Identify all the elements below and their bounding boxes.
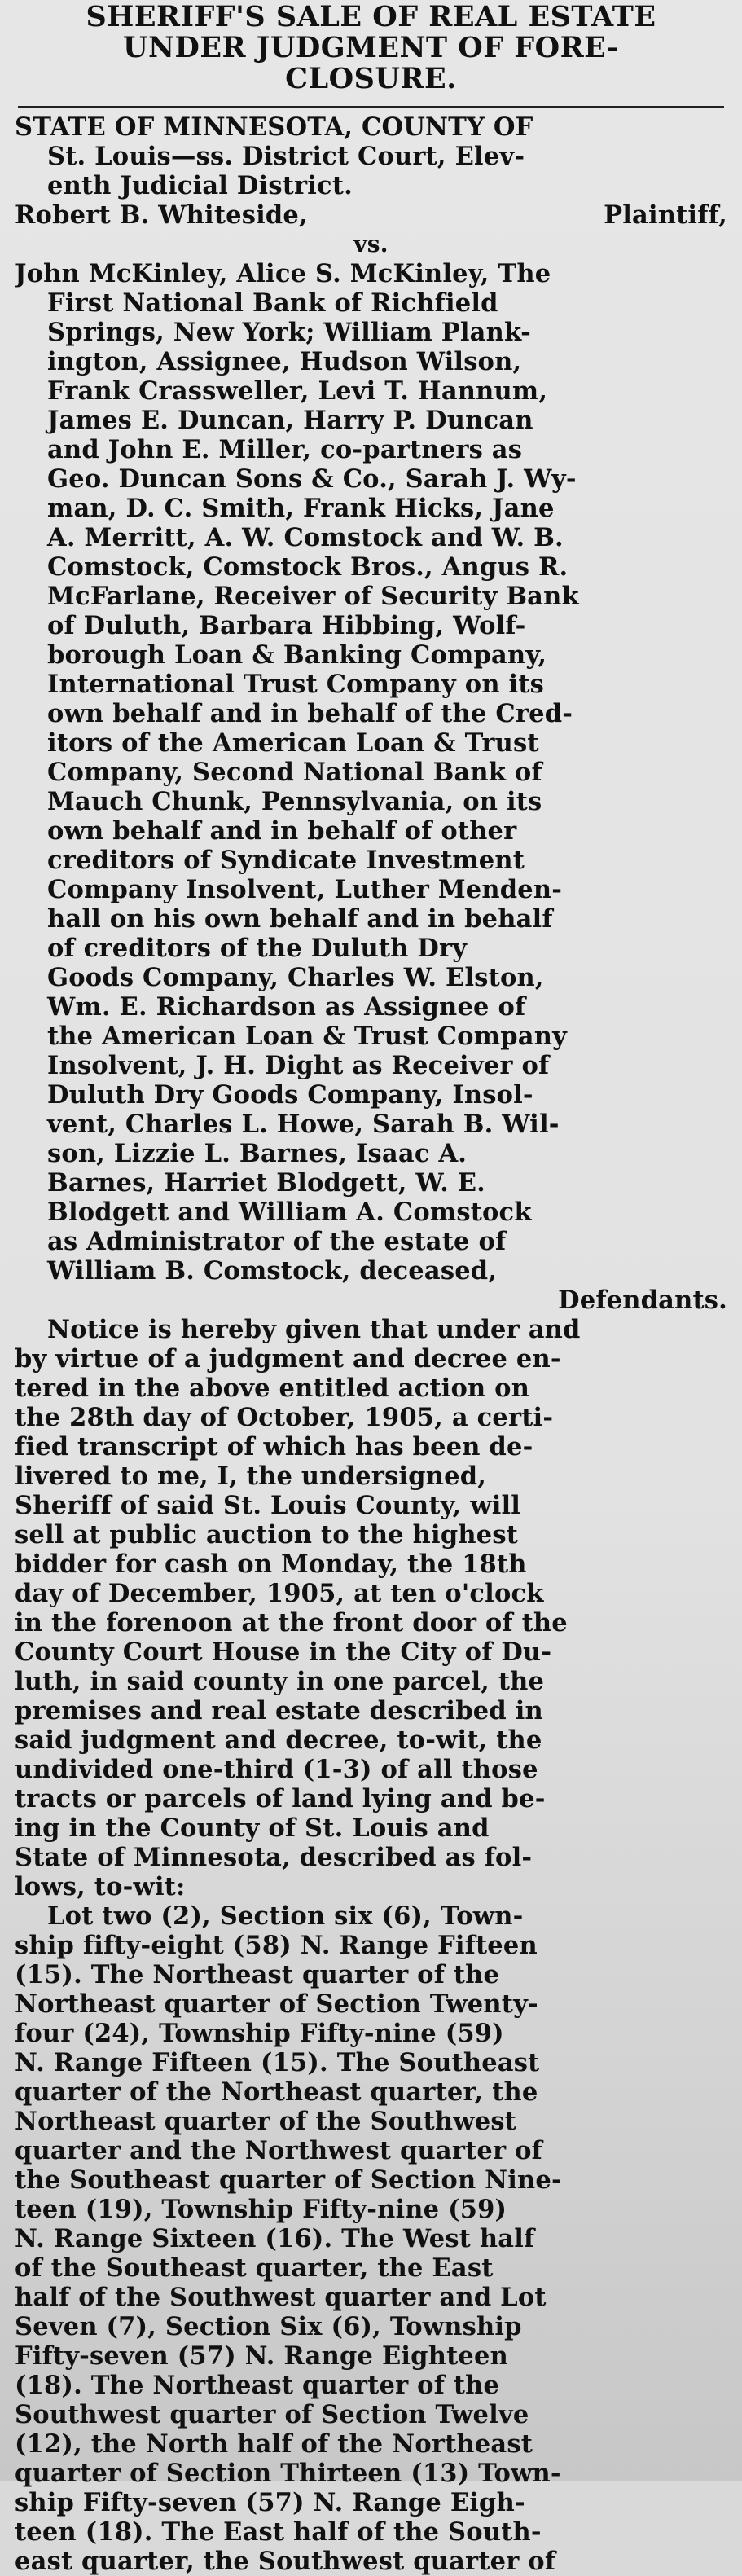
defendant-line: ington, Assignee, Hudson Wilson, <box>47 347 522 376</box>
defendant-line: Company Insolvent, Luther Menden- <box>47 875 563 904</box>
defendant-line: Springs, New York; William Plank- <box>47 318 531 347</box>
notice-line: Sheriff of said St. Louis County, will <box>15 1491 521 1520</box>
defendant-line: man, D. C. Smith, Frank Hicks, Jane <box>47 494 555 523</box>
heading-line-3: CLOSURE. <box>285 64 457 95</box>
notice-line: sell at public auction to the highest <box>15 1520 519 1550</box>
court-line-2: St. Louis—ss. District Court, Elev- <box>47 142 525 171</box>
defendant-line: Comstock, Comstock Bros., Angus R. <box>47 552 569 582</box>
lot-line: Northeast quarter of Section Twenty- <box>15 1989 538 2019</box>
notice-paragraph <box>15 1315 727 1901</box>
plaintiff-name: Robert B. Whiteside, <box>15 200 308 230</box>
defendant-line: own behalf and in behalf of the Cred- <box>47 699 573 728</box>
defendant-line: Duluth Dry Goods Company, Insol- <box>47 1080 533 1110</box>
lot-line: quarter of the Northeast quarter, the <box>15 2077 538 2107</box>
heading-line-1: SHERIFF'S SALE OF REAL ESTATE <box>86 2 656 33</box>
notice-line: ing in the County of St. Louis and <box>15 1813 490 1843</box>
defendant-line: A. Merritt, A. W. Comstock and W. B. <box>47 523 564 552</box>
notice-line: bidder for cash on Monday, the 18th <box>15 1550 527 1579</box>
court-line-3: enth Judicial District. <box>47 171 353 200</box>
notice-line: lows, to-wit: <box>15 1872 186 1901</box>
plaintiff-line <box>15 200 727 230</box>
defendant-line: and John E. Miller, co-partners as <box>47 435 523 464</box>
versus-label: vs. <box>353 231 389 257</box>
heading-line-2: UNDER JUDGMENT OF FORE- <box>122 33 620 64</box>
defendant-line: as Administrator of the estate of <box>47 1227 507 1256</box>
defendant-line: John McKinley, Alice S. McKinley, The <box>15 259 551 288</box>
defendant-line: Goods Company, Charles W. Elston, <box>47 963 544 992</box>
notice-line: premises and real estate described in <box>15 1696 543 1725</box>
lot-line: (18). The Northeast quarter of the <box>15 2371 500 2400</box>
defendant-line: First National Bank of Richfield <box>47 288 498 318</box>
heading-divider <box>18 106 724 108</box>
lot-line: Northeast quarter of the Southwest <box>15 2107 517 2136</box>
defendant-line: borough Loan & Banking Company, <box>47 640 547 670</box>
defendant-line: vent, Charles L. Howe, Sarah B. Wil- <box>47 1110 560 1139</box>
notice-line: livered to me, I, the undersigned, <box>15 1462 487 1491</box>
defendant-line: itors of the American Loan & Trust <box>47 728 539 758</box>
defendant-line: William B. Comstock, deceased, <box>47 1256 498 1286</box>
lot-line: quarter of Section Thirteen (13) Town- <box>15 2459 561 2488</box>
defendant-list <box>15 259 727 1286</box>
notice-line: Notice is hereby given that under and <box>47 1315 581 1344</box>
notice-line: the 28th day of October, 1905, a certi- <box>15 1403 554 1432</box>
notice-line: day of December, 1905, at ten o'clock <box>15 1579 544 1608</box>
lot-line: ship Fifty-seven (57) N. Range Eigh- <box>15 2488 525 2517</box>
notice-body <box>15 112 727 2576</box>
defendant-line: Blodgett and William A. Comstock <box>47 1198 532 1227</box>
defendant-line: creditors of Syndicate Investment <box>47 846 525 875</box>
defendant-line: Mauch Chunk, Pennsylvania, on its <box>47 787 542 816</box>
defendant-line: Company, Second National Bank of <box>47 758 542 787</box>
defendant-line: Barnes, Harriet Blodgett, W. E. <box>47 1168 485 1198</box>
defendant-line: Geo. Duncan Sons & Co., Sarah J. Wy- <box>47 464 577 494</box>
notice-line: State of Minnesota, described as fol- <box>15 1843 533 1872</box>
notice-heading <box>15 0 727 95</box>
defendant-line: Frank Crassweller, Levi T. Hannum, <box>47 376 548 406</box>
defendant-line: Wm. E. Richardson as Assignee of <box>47 992 526 1022</box>
lot-description-paragraph <box>15 1901 727 2576</box>
lot-line: (15). The Northeast quarter of the <box>15 1960 500 1989</box>
notice-line: fied transcript of which has been de- <box>15 1432 533 1462</box>
lot-line: (12), the North half of the Northeast <box>15 2429 533 2459</box>
notice-line: County Court House in the City of Du- <box>15 1637 552 1667</box>
defendant-line: son, Lizzie L. Barnes, Isaac A. <box>47 1139 468 1168</box>
plaintiff-role: Plaintiff, <box>604 200 727 230</box>
lot-line: Southwest quarter of Section Twelve <box>15 2400 529 2429</box>
notice-line: by virtue of a judgment and decree en- <box>15 1344 561 1374</box>
lot-line: quarter and the Northwest quarter of <box>15 2136 542 2165</box>
notice-line: tered in the above entitled action on <box>15 1374 530 1403</box>
defendant-line: of Duluth, Barbara Hibbing, Wolf- <box>47 611 526 640</box>
defendant-line: Insolvent, J. H. Dight as Receiver of <box>47 1051 550 1080</box>
defendants-label: Defendants. <box>558 1286 727 1315</box>
court-line-1: STATE OF MINNESOTA, COUNTY OF <box>15 112 533 142</box>
court-caption <box>15 112 727 200</box>
defendant-line: James E. Duncan, Harry P. Duncan <box>47 406 533 435</box>
lot-line: Lot two (2), Section six (6), Town- <box>47 1901 524 1931</box>
defendant-line: own behalf and in behalf of other <box>47 816 517 846</box>
notice-line: undivided one-third (1-3) of all those <box>15 1755 538 1784</box>
lot-line: Seven (7), Section Six (6), Township <box>15 2312 522 2341</box>
lot-line: four (24), Township Fifty-nine (59) <box>15 2019 504 2048</box>
notice-line: said judgment and decree, to-wit, the <box>15 1725 542 1755</box>
lot-line: half of the Southwest quarter and Lot <box>15 2283 547 2312</box>
notice-line: tracts or parcels of land lying and be- <box>15 1784 546 1813</box>
notice-line: luth, in said county in one parcel, the <box>15 1667 545 1696</box>
lot-line: teen (18). The East half of the South- <box>15 2517 542 2547</box>
lot-line: east quarter, the Southwest quarter of <box>15 2547 556 2576</box>
defendant-line: McFarlane, Receiver of Security Bank <box>47 582 579 611</box>
lot-line: ship fifty-eight (58) N. Range Fifteen <box>15 1931 538 1960</box>
defendant-line: hall on his own behalf and in behalf <box>47 904 553 934</box>
lot-line: the Southeast quarter of Section Nine- <box>15 2165 562 2195</box>
lot-line: Fifty-seven (57) N. Range Eighteen <box>15 2341 508 2371</box>
lot-line: of the Southeast quarter, the East <box>15 2253 494 2283</box>
defendant-line: of creditors of the Duluth Dry <box>47 934 468 963</box>
notice-line: in the forenoon at the front door of the <box>15 1608 568 1637</box>
lot-line: N. Range Fifteen (15). The Southeast <box>15 2048 540 2077</box>
lot-line: teen (19), Township Fifty-nine (59) <box>15 2195 507 2224</box>
defendant-line: the American Loan & Trust Company <box>47 1022 567 1051</box>
defendant-line: International Trust Company on its <box>47 670 544 699</box>
lot-line: N. Range Sixteen (16). The West half <box>15 2224 535 2253</box>
